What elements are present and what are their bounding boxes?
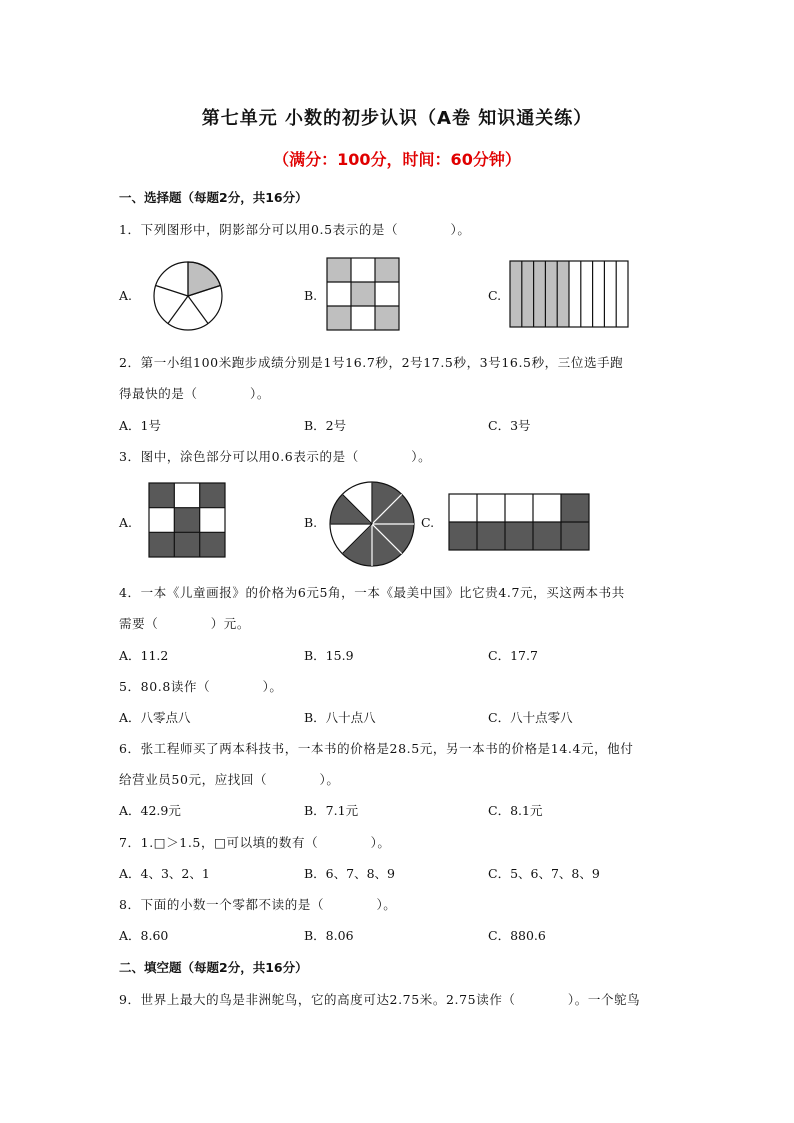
q7-option-c: C．5、6、7、8、9 (488, 866, 600, 881)
q3-strip-grid-figure (448, 493, 590, 551)
page-title: 第七单元 小数的初步认识（A卷 知识通关练） (201, 108, 593, 129)
q6-option-c: C．8.1元 (488, 803, 543, 818)
section-heading-choice: 一、选择题（每题2分，共16分） (119, 190, 308, 205)
q1-option-c-label: C. (488, 288, 502, 303)
question-2-stem-line-2: 得最快的是（ ）。 (119, 386, 270, 401)
q1-grid-figure (326, 257, 400, 331)
q5-option-c: C．八十点零八 (488, 710, 573, 725)
section-heading-fill-blank: 二、填空题（每题2分，共16分） (119, 960, 308, 975)
q2-option-c: C．3号 (488, 418, 531, 433)
q8-option-b: B．8.06 (304, 928, 354, 943)
q8-option-c: C．880.6 (488, 928, 546, 943)
q2-option-b: B．2号 (304, 418, 347, 433)
q3-option-c-label: C. (421, 515, 435, 530)
q4-option-c: C．17.7 (488, 648, 538, 663)
q1-pie-figure (152, 260, 224, 332)
question-9-stem: 9．世界上最大的鸟是非洲鸵鸟，它的高度可达2.75米。2.75读作（ ）。一个鸵鸟 (119, 992, 641, 1007)
q6-option-b: B．7.1元 (304, 803, 359, 818)
page-subtitle: （满分：100分，时间：60分钟） (273, 150, 521, 169)
question-6-stem-line-2: 给营业员50元，应找回（ ）。 (119, 772, 340, 787)
question-3-stem: 3．图中，涂色部分可以用0.6表示的是（ ）。 (119, 449, 432, 464)
question-5-stem: 5．80.8读作（ ）。 (119, 679, 283, 694)
q1-option-b-label: B. (304, 288, 318, 303)
q3-grid-figure (148, 482, 226, 558)
q5-option-a: A．八零点八 (119, 710, 191, 725)
q2-option-a: A．1号 (119, 418, 161, 433)
question-6-stem-line-1: 6．张工程师买了两本科技书，一本书的价格是28.5元，另一本书的价格是14.4元，他付 (119, 741, 634, 756)
question-4-stem-line-1: 4．一本《儿童画报》的价格为6元5角，一本《最美中国》比它贵4.7元，买这两本书共 (119, 585, 625, 600)
q7-option-b: B．6、7、8、9 (304, 866, 395, 881)
q4-option-a: A．11.2 (119, 648, 169, 663)
question-4-stem-line-2: 需要（ ）元。 (119, 616, 251, 631)
question-2-stem-line-1: 2．第一小组100米跑步成绩分别是1号16.7秒，2号17.5秒，3号16.5秒，三位选手跑 (119, 355, 624, 370)
q3-option-b-label: B. (304, 515, 318, 530)
q8-option-a: A．8.60 (119, 928, 169, 943)
question-7-stem: 7．1.□＞1.5，□可以填的数有（ ）。 (119, 835, 391, 850)
q3-option-a-label: A. (119, 515, 133, 530)
q5-option-b: B．八十点八 (304, 710, 376, 725)
q1-option-a-label: A. (119, 288, 133, 303)
q1-strips-figure (509, 260, 629, 328)
q4-option-b: B．15.9 (304, 648, 354, 663)
q6-option-a: A．42.9元 (119, 803, 181, 818)
q3-pie-figure (328, 480, 416, 568)
question-1-stem: 1．下列图形中，阴影部分可以用0.5表示的是（ ）。 (119, 222, 471, 237)
question-8-stem: 8．下面的小数一个零都不读的是（ ）。 (119, 897, 397, 912)
q7-option-a: A．4、3、2、1 (119, 866, 210, 881)
